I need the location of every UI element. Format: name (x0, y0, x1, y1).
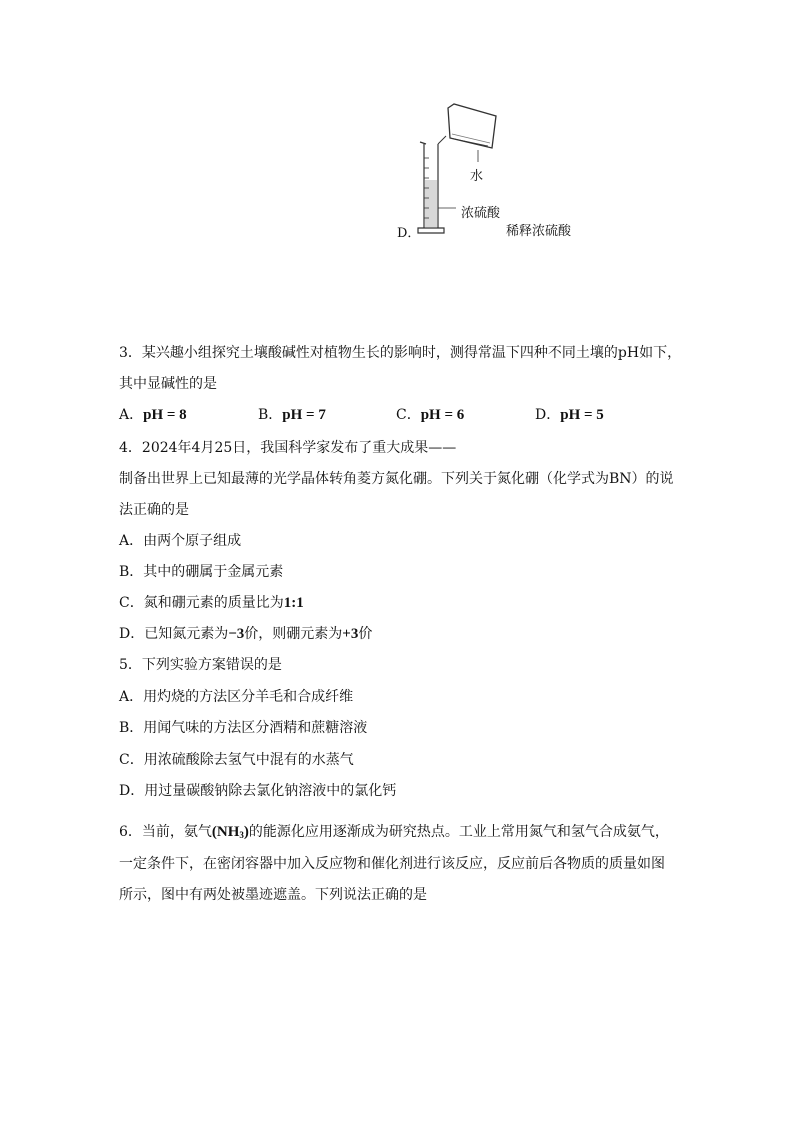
q4-option-b: B．其中的硼属于金属元素 (119, 564, 284, 580)
q3-option-b: B．pH = 7 (258, 407, 326, 423)
water-label: 水 (470, 169, 484, 184)
beaker-icon (448, 104, 496, 148)
figure-caption: 稀释浓硫酸 (506, 224, 572, 239)
q3-stem-line2: 其中显碱性的是 (119, 376, 217, 392)
q4-stem-line3: 法正确的是 (119, 502, 189, 518)
ammonia-formula: $(NH_3)$ (211, 824, 249, 840)
q4-option-a: A．由两个原子组成 (119, 533, 242, 549)
q3-stem-line1: 3．某兴趣小组探究土壤酸碱性对植物生长的影响时，测得常温下四种不同土壤的pH如下， (119, 345, 682, 361)
q3-option-a: A．pH = 8 (119, 407, 187, 423)
q4-stem-line1: 4．2024年4月25日，我国科学家发布了重大成果—— (119, 440, 457, 456)
q4-stem-line2: 制备出世界上已知最薄的光学晶体转角菱方氮化硼。下列关于氮化硼（化学式为BN）的说 (119, 471, 674, 487)
acid-label: 浓硫酸 (461, 206, 501, 221)
q5-option-d: D．用过量碳酸钠除去氯化钠溶液中的氯化钙 (119, 783, 397, 799)
q5-option-b: B．用闻气味的方法区分酒精和蔗糖溶液 (119, 720, 368, 736)
q4-option-d: D．已知氮元素为−3价，则硼元素为+3价 (119, 626, 373, 642)
q6-stem-line3: 所示，图中有两处被墨迹遮盖。下列说法正确的是 (119, 887, 427, 903)
q4-option-c: C．氮和硼元素的质量比为1:1 (119, 595, 304, 611)
q6-stem-line2: 一定条件下，在密闭容器中加入反应物和催化剂进行该反应，反应前后各物质的质量如图 (119, 856, 665, 872)
q3-option-c: C．pH = 6 (396, 407, 465, 423)
q5-option-a: A．用灼烧的方法区分羊毛和合成纤维 (119, 689, 354, 705)
q5-option-c: C．用浓硫酸除去氢气中混有的水蒸气 (119, 752, 354, 768)
option-d-letter: D． (397, 226, 421, 241)
q5-stem: 5．下列实验方案错误的是 (119, 657, 282, 673)
q3-option-d: D．pH = 5 (535, 407, 604, 423)
q6-stem-line1: 6．当前，氨气$(NH_3)$的能源化应用逐渐成为研究热点。工业上常用氮气和氢气合成氨气， (119, 824, 669, 840)
